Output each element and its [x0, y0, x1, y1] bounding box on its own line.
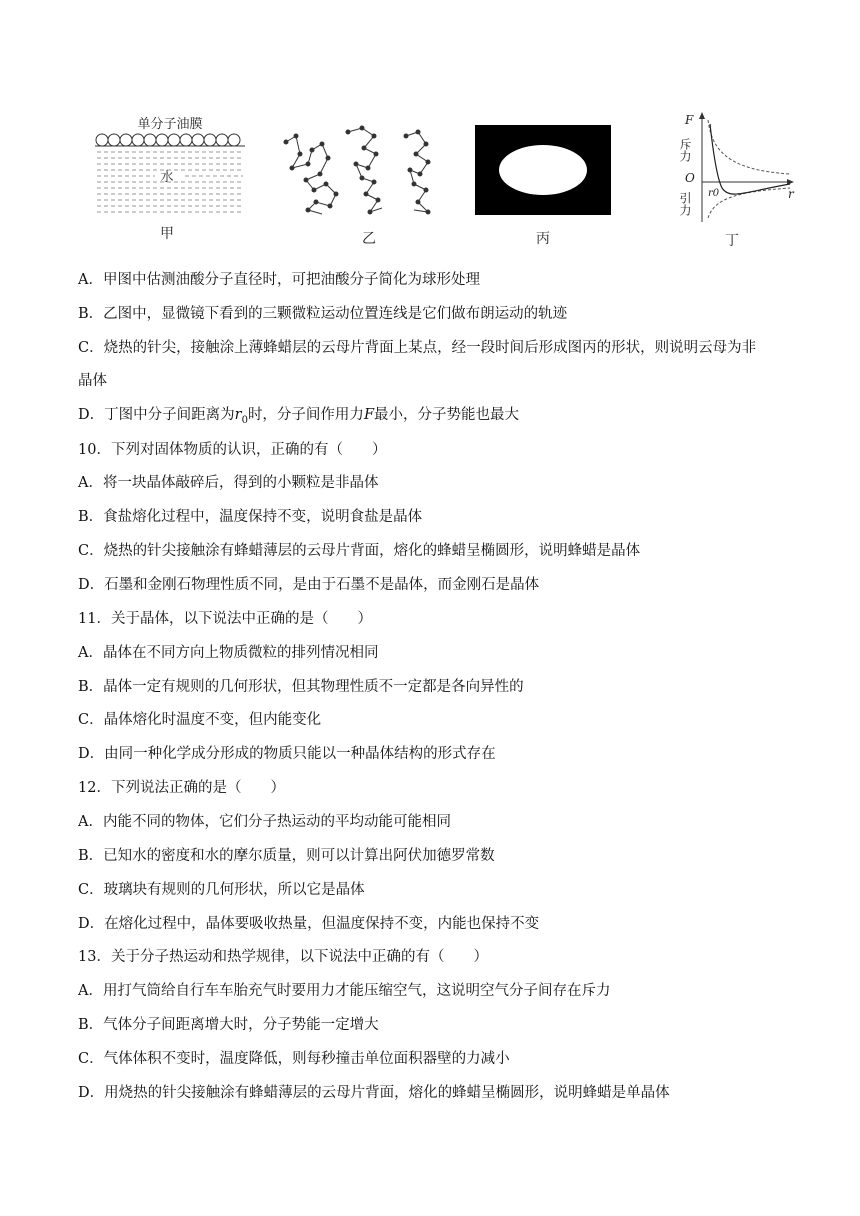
force-distance-graph	[672, 110, 798, 230]
q12-option-a: A．内能不同的物体，它们分子热运动的平均动能可能相同	[78, 814, 451, 830]
q11-option-c: C．晶体熔化时温度不变，但内能变化	[78, 712, 322, 728]
figure-jia-caption: 甲	[160, 226, 174, 242]
q9-option-c-line1: C．烧热的针尖，接触涂上薄蜂蜡层的云母片背面上某点，经一段时间后形成图丙的形状，则说明云母为非	[78, 340, 757, 356]
q9-option-d	[78, 405, 519, 431]
figure-jia	[95, 112, 245, 224]
figure-bing	[475, 125, 611, 215]
q9-d-pre: D．丁图中分子间距离为	[78, 407, 235, 423]
brownian-motion-diagram	[278, 124, 448, 220]
repulsion-label: 斥力	[678, 138, 692, 162]
melted-wax-diagram	[475, 125, 611, 215]
q13-option-c: C．气体体积不变时，温度降低，则每秒撞击单位面积器壁的力减小	[78, 1051, 510, 1067]
oil-film-label: 单分子油膜	[137, 117, 203, 132]
figure-yi-caption: 乙	[362, 231, 376, 247]
wax-ellipse	[499, 145, 587, 195]
q9-d-post: 最小，分子势能也最大	[374, 407, 519, 423]
q9-option-c-line2: 晶体	[78, 373, 107, 389]
origin-label: O	[685, 171, 695, 185]
q9-d-mid: 时，分子间作用力	[247, 407, 364, 423]
axis-r-label: r	[788, 187, 794, 201]
q11-option-d: D．由同一种化学成分形成的物质只能以一种晶体结构的形式存在	[78, 746, 496, 762]
q13-stem: 13．关于分子热运动和热学规律，以下说法中正确的有（ ）	[78, 949, 488, 965]
water-label: 水	[160, 170, 174, 185]
q10-stem: 10．下列对固体物质的认识，正确的有（ ）	[78, 442, 387, 458]
q10-option-b: B．食盐熔化过程中，温度保持不变，说明食盐是晶体	[78, 509, 423, 525]
figure-bing-caption: 丙	[536, 231, 550, 247]
repulsion-curve	[708, 120, 790, 174]
figure-ding	[672, 110, 798, 230]
figure-ding-caption: 丁	[725, 233, 739, 249]
q12-stem: 12．下列说法正确的是（ ）	[78, 780, 285, 796]
q12-option-d: D．在熔化过程中，晶体要吸收热量，但温度保持不变，内能也保持不变	[78, 916, 540, 932]
q9-d-r: r	[234, 407, 242, 423]
q9-option-a: A．甲图中估测油酸分子直径时，可把油酸分子简化为球形处理	[78, 272, 480, 288]
molecule-row	[96, 134, 240, 146]
q13-option-d: D．用烧热的针尖接触涂有蜂蜡薄层的云母片背面，熔化的蜂蜡呈椭圆形，说明蜂蜡是单晶体	[78, 1085, 670, 1101]
attraction-label: 引力	[678, 192, 692, 216]
q11-option-b: B．晶体一定有规则的几何形状，但其物理性质不一定都是各向异性的	[78, 679, 524, 695]
q12-option-b: B．已知水的密度和水的摩尔质量，则可以计算出阿伏加德罗常数	[78, 848, 495, 864]
r0-label: r0	[708, 188, 720, 199]
q12-option-c: C．玻璃块有规则的几何形状，所以它是晶体	[78, 882, 365, 898]
q10-option-a: A．将一块晶体敲碎后，得到的小颗粒是非晶体	[78, 475, 379, 491]
q9-d-sub: 0	[241, 414, 248, 426]
net-force-curve	[710, 124, 790, 194]
axis-f-label: F	[685, 113, 694, 127]
oil-film-diagram	[95, 112, 245, 224]
q10-option-d: D．石墨和金刚石物理性质不同，是由于石墨不是晶体，而金刚石是晶体	[78, 577, 540, 593]
q13-option-b: B．气体分子间距离增大时，分子势能一定增大	[78, 1017, 379, 1033]
q9-option-b: B．乙图中，显微镜下看到的三颗微粒运动位置连线是它们做布朗运动的轨迹	[78, 306, 568, 322]
q11-stem: 11．关于晶体，以下说法中正确的是（ ）	[78, 611, 372, 627]
q13-option-a: A．用打气筒给自行车车胎充气时要用力才能压缩空气，这说明空气分子间存在斥力	[78, 983, 611, 999]
q9-d-f: F	[363, 407, 374, 423]
q10-option-c: C．烧热的针尖接触涂有蜂蜡薄层的云母片背面，熔化的蜂蜡呈椭圆形，说明蜂蜡是晶体	[78, 543, 641, 559]
q11-option-a: A．晶体在不同方向上物质微粒的排列情况相同	[78, 645, 379, 661]
figure-yi	[278, 124, 448, 220]
